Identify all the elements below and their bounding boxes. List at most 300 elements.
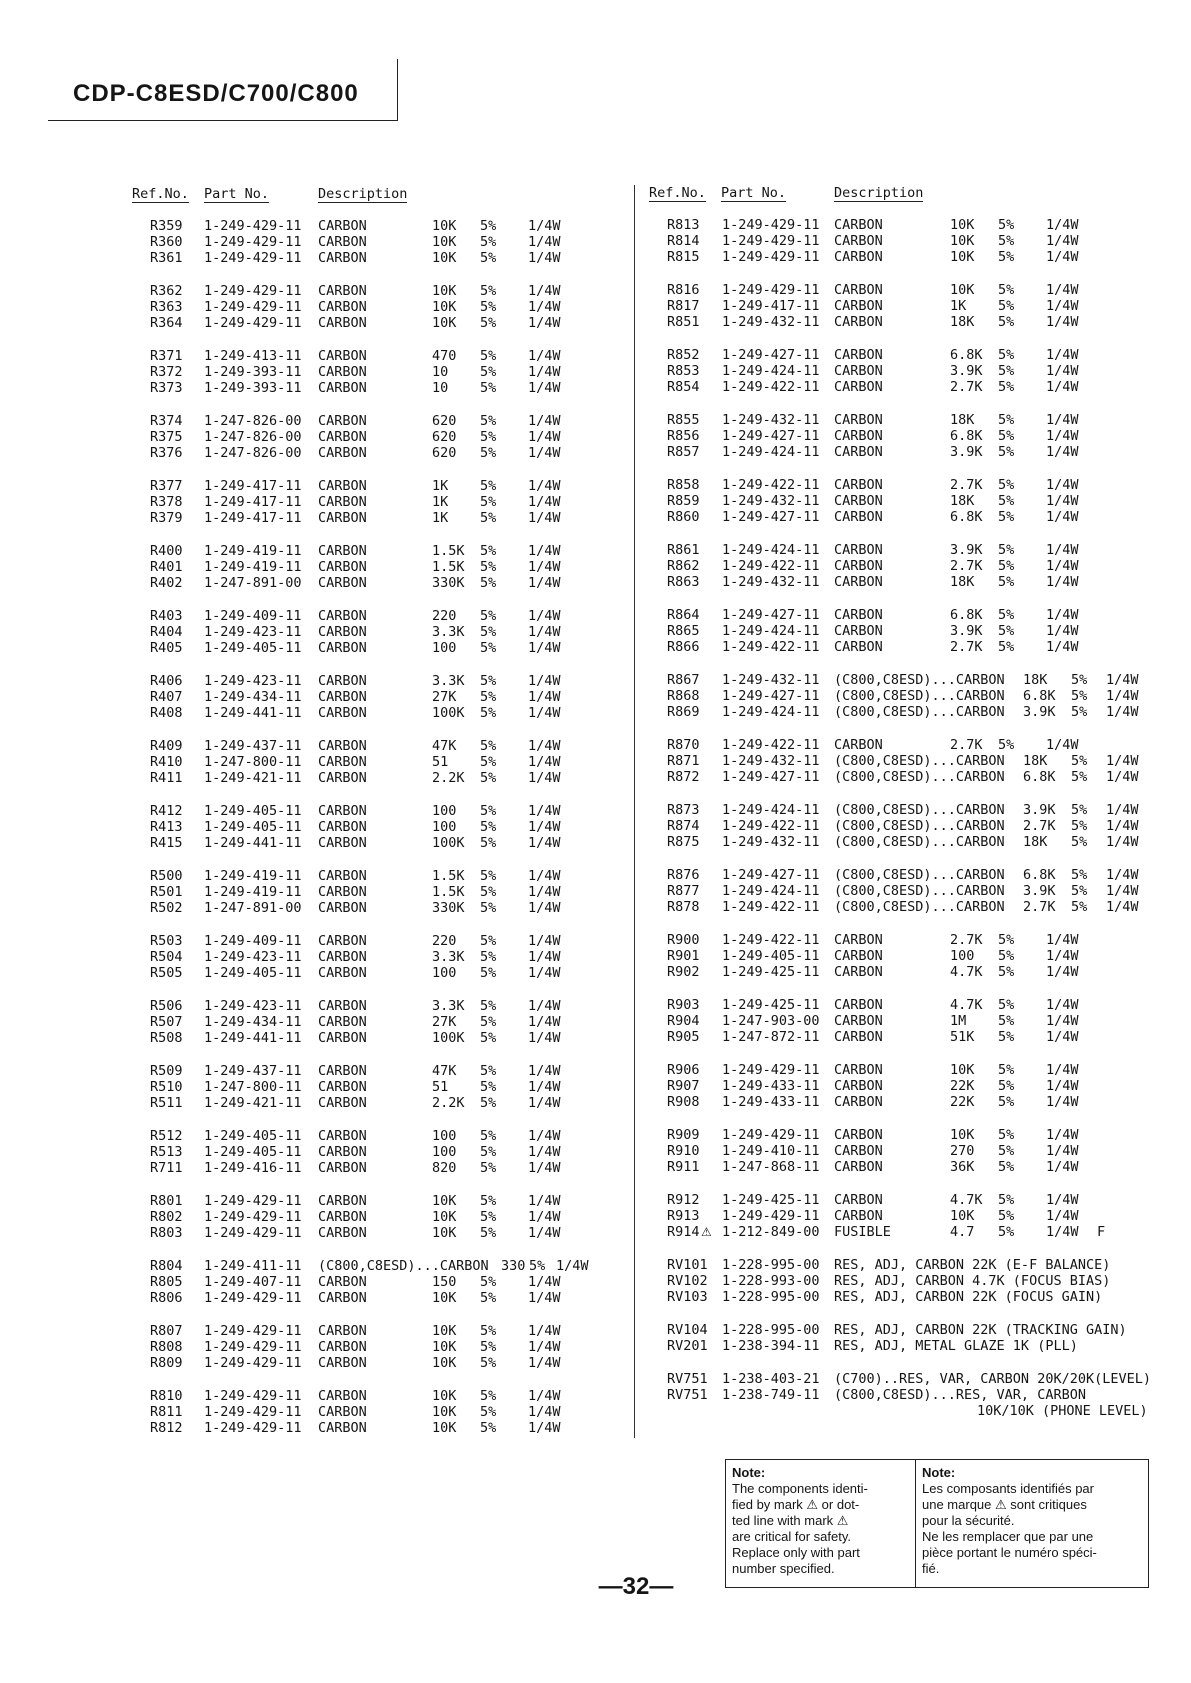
value: 10K bbox=[432, 1323, 457, 1339]
tolerance: 5% bbox=[480, 998, 497, 1014]
tolerance: 5% bbox=[998, 444, 1015, 460]
power-rating: 1/4W bbox=[1046, 558, 1079, 574]
note-line: Replace only with part bbox=[732, 1545, 860, 1560]
description: CARBON bbox=[834, 363, 883, 379]
row-group bbox=[667, 542, 1172, 590]
part-no: 1-249-410-11 bbox=[722, 1143, 820, 1159]
tolerance: 5% bbox=[480, 315, 497, 331]
tolerance: 5% bbox=[998, 249, 1015, 265]
tolerance: 5% bbox=[480, 380, 497, 396]
part-no: 1-249-405-11 bbox=[204, 819, 302, 835]
row-group bbox=[667, 997, 1172, 1045]
ref-no: R361 bbox=[150, 250, 183, 266]
value: 100 bbox=[432, 803, 457, 819]
part-no: 1-249-405-11 bbox=[204, 803, 302, 819]
ref-no: R409 bbox=[150, 738, 183, 754]
description: (C800,C8ESD)...CARBON bbox=[834, 704, 1005, 720]
power-rating: 1/4W bbox=[528, 543, 561, 559]
row-group bbox=[667, 347, 1172, 395]
part-no: 1-249-422-11 bbox=[722, 639, 820, 655]
ref-no: R413 bbox=[150, 819, 183, 835]
note-line: pour la sécurité. bbox=[922, 1513, 1015, 1528]
note-line: Les composants identifiés par bbox=[922, 1481, 1094, 1496]
row-group bbox=[150, 1063, 610, 1111]
table-row bbox=[150, 364, 610, 380]
row-group bbox=[150, 868, 610, 916]
table-row bbox=[667, 883, 1172, 899]
value: 330K bbox=[432, 900, 465, 916]
ref-no: R506 bbox=[150, 998, 183, 1014]
tolerance: 5% bbox=[1071, 899, 1088, 915]
ref-no: R401 bbox=[150, 559, 183, 575]
table-row bbox=[150, 250, 610, 266]
note-line: une marque ⚠ sont critiques bbox=[922, 1497, 1087, 1512]
tolerance: 5% bbox=[998, 412, 1015, 428]
table-row bbox=[150, 1095, 610, 1111]
tolerance: 5% bbox=[480, 640, 497, 656]
power-rating: 1/4W bbox=[528, 1225, 561, 1241]
description: (C800,C8ESD)...CARBON bbox=[834, 769, 1005, 785]
table-row bbox=[150, 1258, 610, 1274]
power-rating: 1/4W bbox=[528, 348, 561, 364]
description: CARBON bbox=[834, 233, 883, 249]
power-rating: 1/4W bbox=[528, 949, 561, 965]
table-row bbox=[667, 818, 1172, 834]
table-row bbox=[150, 234, 610, 250]
part-no: 1-249-433-11 bbox=[722, 1094, 820, 1110]
power-rating: 1/4W bbox=[528, 900, 561, 916]
value: 10K bbox=[950, 1127, 975, 1143]
table-row bbox=[667, 233, 1172, 249]
table-row bbox=[667, 1094, 1172, 1110]
ref-no: RV751 bbox=[667, 1371, 708, 1387]
tolerance: 5% bbox=[1071, 818, 1088, 834]
ref-no: R404 bbox=[150, 624, 183, 640]
row-group bbox=[667, 1371, 1172, 1419]
description: CARBON bbox=[834, 298, 883, 314]
description: CARBON bbox=[318, 380, 367, 396]
power-rating: 1/4W bbox=[528, 624, 561, 640]
power-rating: 1/4W bbox=[528, 738, 561, 754]
part-no: 1-247-891-00 bbox=[204, 575, 302, 591]
table-row bbox=[150, 1063, 610, 1079]
part-no: 1-249-417-11 bbox=[204, 510, 302, 526]
description-continued: 10K/10K (PHONE LEVEL) bbox=[977, 1403, 1148, 1419]
tolerance: 5% bbox=[480, 1388, 497, 1404]
description: (C800,C8ESD)...CARBON bbox=[834, 818, 1005, 834]
power-rating: 1/4W bbox=[1046, 1159, 1079, 1175]
part-no: 1-249-429-11 bbox=[204, 1225, 302, 1241]
description: CARBON bbox=[318, 900, 367, 916]
power-rating: 1/4W bbox=[1106, 867, 1139, 883]
part-no: 1-249-432-11 bbox=[722, 834, 820, 850]
description: CARBON bbox=[318, 413, 367, 429]
power-rating: 1/4W bbox=[1046, 444, 1079, 460]
power-rating: 1/4W bbox=[528, 315, 561, 331]
ref-no: R871 bbox=[667, 753, 700, 769]
tolerance: 5% bbox=[1071, 769, 1088, 785]
part-no: 1-249-429-11 bbox=[204, 315, 302, 331]
description: CARBON bbox=[318, 1193, 367, 1209]
tolerance: 5% bbox=[480, 900, 497, 916]
ref-no: R852 bbox=[667, 347, 700, 363]
table-row bbox=[667, 1338, 1172, 1354]
table-row bbox=[150, 380, 610, 396]
value: 4.7 bbox=[950, 1224, 975, 1240]
value: 10K bbox=[432, 218, 457, 234]
table-row bbox=[667, 1159, 1172, 1175]
description: CARBON bbox=[318, 1339, 367, 1355]
power-rating: 1/4W bbox=[528, 1063, 561, 1079]
description: CARBON bbox=[834, 477, 883, 493]
table-row bbox=[667, 1143, 1172, 1159]
table-row bbox=[667, 1062, 1172, 1078]
note-line: fié. bbox=[922, 1561, 940, 1576]
ref-no: R878 bbox=[667, 899, 700, 915]
ref-no: RV102 bbox=[667, 1273, 708, 1289]
tolerance: 5% bbox=[998, 1192, 1015, 1208]
table-row bbox=[150, 1420, 610, 1436]
ref-no: R711 bbox=[150, 1160, 183, 1176]
part-no: 1-249-422-11 bbox=[722, 379, 820, 395]
part-no: 1-249-427-11 bbox=[722, 347, 820, 363]
ref-no: R901 bbox=[667, 948, 700, 964]
table-row bbox=[667, 379, 1172, 395]
description: CARBON bbox=[318, 1225, 367, 1241]
value: 1.5K bbox=[432, 884, 465, 900]
part-no: 1-247-826-00 bbox=[204, 429, 302, 445]
tolerance: 5% bbox=[529, 1258, 546, 1274]
tolerance: 5% bbox=[998, 1029, 1015, 1045]
table-row bbox=[667, 428, 1172, 444]
description: CARBON bbox=[318, 998, 367, 1014]
part-no: 1-249-433-11 bbox=[722, 1078, 820, 1094]
table-row bbox=[667, 867, 1172, 883]
ref-no: R500 bbox=[150, 868, 183, 884]
tolerance: 5% bbox=[1071, 883, 1088, 899]
value: 10K bbox=[432, 283, 457, 299]
ref-no: R809 bbox=[150, 1355, 183, 1371]
table-row bbox=[150, 1193, 610, 1209]
ref-no: R406 bbox=[150, 673, 183, 689]
value: 3.9K bbox=[1023, 704, 1056, 720]
value: 51K bbox=[950, 1029, 975, 1045]
ref-no: R364 bbox=[150, 315, 183, 331]
row-group bbox=[667, 1322, 1172, 1354]
remark: F bbox=[1097, 1224, 1106, 1240]
value: 3.9K bbox=[1023, 883, 1056, 899]
value: 100 bbox=[432, 965, 457, 981]
ref-no: R908 bbox=[667, 1094, 700, 1110]
value: 10K bbox=[950, 233, 975, 249]
power-rating: 1/4W bbox=[528, 1274, 561, 1290]
ref-no: RV103 bbox=[667, 1289, 708, 1305]
tolerance: 5% bbox=[1071, 802, 1088, 818]
description: CARBON bbox=[834, 542, 883, 558]
row-group bbox=[150, 348, 610, 396]
power-rating: 1/4W bbox=[1046, 623, 1079, 639]
tolerance: 5% bbox=[480, 299, 497, 315]
table-row bbox=[667, 737, 1172, 753]
value: 100 bbox=[432, 819, 457, 835]
table-row bbox=[667, 314, 1172, 330]
table-row bbox=[150, 884, 610, 900]
power-rating: 1/4W bbox=[528, 413, 561, 429]
description: CARBON bbox=[318, 1420, 367, 1436]
value: 2.7K bbox=[1023, 899, 1056, 915]
table-row bbox=[667, 444, 1172, 460]
part-no: 1-249-407-11 bbox=[204, 1274, 302, 1290]
part-no: 1-249-419-11 bbox=[204, 884, 302, 900]
power-rating: 1/4W bbox=[1046, 298, 1079, 314]
part-no: 1-249-427-11 bbox=[722, 509, 820, 525]
table-row bbox=[150, 900, 610, 916]
value: 47K bbox=[432, 738, 457, 754]
part-no: 1-249-409-11 bbox=[204, 608, 302, 624]
ref-no: R806 bbox=[150, 1290, 183, 1306]
description: CARBON bbox=[318, 868, 367, 884]
note-line: ted line with mark ⚠ bbox=[732, 1513, 849, 1528]
value: 1K bbox=[950, 298, 967, 314]
part-no: 1-249-437-11 bbox=[204, 738, 302, 754]
description: CARBON bbox=[318, 510, 367, 526]
ref-no: RV104 bbox=[667, 1322, 708, 1338]
ref-no: R874 bbox=[667, 818, 700, 834]
description: CARBON bbox=[318, 933, 367, 949]
tolerance: 5% bbox=[480, 1014, 497, 1030]
description: RES, ADJ, CARBON 22K (FOCUS GAIN) bbox=[834, 1289, 1103, 1305]
row-group bbox=[150, 1128, 610, 1176]
ref-no: R904 bbox=[667, 1013, 700, 1029]
table-row bbox=[150, 283, 610, 299]
column-header-description: Description bbox=[834, 185, 924, 201]
value: 470 bbox=[432, 348, 457, 364]
part-no: 1-249-405-11 bbox=[204, 1144, 302, 1160]
power-rating: 1/4W bbox=[1046, 574, 1079, 590]
part-no: 1-249-417-11 bbox=[204, 494, 302, 510]
ref-no: R858 bbox=[667, 477, 700, 493]
row-group bbox=[667, 1192, 1172, 1240]
part-no: 1-228-993-00 bbox=[722, 1273, 820, 1289]
value: 27K bbox=[432, 1014, 457, 1030]
description: CARBON bbox=[318, 429, 367, 445]
tolerance: 5% bbox=[998, 1062, 1015, 1078]
value: 3.9K bbox=[950, 542, 983, 558]
power-rating: 1/4W bbox=[528, 1290, 561, 1306]
ref-no: R805 bbox=[150, 1274, 183, 1290]
tolerance: 5% bbox=[480, 754, 497, 770]
power-rating: 1/4W bbox=[1106, 769, 1139, 785]
ref-no: R912 bbox=[667, 1192, 700, 1208]
description: RES, ADJ, CARBON 4.7K (FOCUS BIAS) bbox=[834, 1273, 1111, 1289]
description: CARBON bbox=[834, 509, 883, 525]
row-group bbox=[150, 803, 610, 851]
description: CARBON bbox=[834, 1208, 883, 1224]
column-header-ref-no: Ref.No. bbox=[649, 185, 706, 201]
row-group bbox=[667, 607, 1172, 655]
value: 6.8K bbox=[950, 428, 983, 444]
value: 10K bbox=[432, 1404, 457, 1420]
value: 2.7K bbox=[950, 558, 983, 574]
power-rating: 1/4W bbox=[1046, 363, 1079, 379]
ref-no: R405 bbox=[150, 640, 183, 656]
ref-no: R875 bbox=[667, 834, 700, 850]
table-row bbox=[150, 1274, 610, 1290]
value: 1K bbox=[432, 478, 449, 494]
ref-no: R801 bbox=[150, 1193, 183, 1209]
description: CARBON bbox=[834, 1013, 883, 1029]
power-rating: 1/4W bbox=[528, 283, 561, 299]
tolerance: 5% bbox=[998, 363, 1015, 379]
table-row bbox=[667, 347, 1172, 363]
part-no: 1-249-405-11 bbox=[204, 640, 302, 656]
part-no: 1-249-432-11 bbox=[722, 753, 820, 769]
value: 3.3K bbox=[432, 949, 465, 965]
ref-no: R911 bbox=[667, 1159, 700, 1175]
table-row bbox=[150, 640, 610, 656]
ref-no: R851 bbox=[667, 314, 700, 330]
table-row bbox=[667, 477, 1172, 493]
description: CARBON bbox=[318, 218, 367, 234]
description: (C800,C8ESD)...CARBON bbox=[834, 883, 1005, 899]
ref-no: R900 bbox=[667, 932, 700, 948]
part-no: 1-249-429-11 bbox=[722, 1127, 820, 1143]
value: 2.7K bbox=[1023, 818, 1056, 834]
value: 10K bbox=[432, 315, 457, 331]
value: 6.8K bbox=[1023, 688, 1056, 704]
ref-no: R914 bbox=[667, 1224, 700, 1240]
part-no: 1-249-409-11 bbox=[204, 933, 302, 949]
part-no: 1-249-425-11 bbox=[722, 1192, 820, 1208]
ref-no: R507 bbox=[150, 1014, 183, 1030]
description: CARBON bbox=[318, 1014, 367, 1030]
description: CARBON bbox=[834, 1127, 883, 1143]
part-no: 1-249-429-11 bbox=[722, 217, 820, 233]
value: 51 bbox=[432, 1079, 449, 1095]
value: 100 bbox=[432, 1128, 457, 1144]
ref-no: R403 bbox=[150, 608, 183, 624]
tolerance: 5% bbox=[480, 705, 497, 721]
value: 10K bbox=[950, 1208, 975, 1224]
power-rating: 1/4W bbox=[528, 575, 561, 591]
column-divider bbox=[634, 185, 635, 1438]
power-rating: 1/4W bbox=[1046, 932, 1079, 948]
tolerance: 5% bbox=[480, 1209, 497, 1225]
table-row bbox=[667, 363, 1172, 379]
power-rating: 1/4W bbox=[1046, 1143, 1079, 1159]
part-no: 1-249-419-11 bbox=[204, 559, 302, 575]
value: 10K bbox=[950, 217, 975, 233]
ref-no: R814 bbox=[667, 233, 700, 249]
power-rating: 1/4W bbox=[1046, 428, 1079, 444]
column-header-part-no: Part No. bbox=[721, 185, 787, 201]
part-no: 1-249-429-11 bbox=[204, 1323, 302, 1339]
tolerance: 5% bbox=[998, 314, 1015, 330]
model-title: CDP-C8ESD/C700/C800 bbox=[73, 80, 359, 107]
value: 1.5K bbox=[432, 543, 465, 559]
power-rating: 1/4W bbox=[528, 380, 561, 396]
power-rating: 1/4W bbox=[1046, 412, 1079, 428]
column-header-part-no: Part No. bbox=[204, 186, 270, 202]
part-no: 1-249-429-11 bbox=[204, 1209, 302, 1225]
tolerance: 5% bbox=[998, 1127, 1015, 1143]
table-row bbox=[150, 835, 610, 851]
ref-no: R810 bbox=[150, 1388, 183, 1404]
table-row bbox=[150, 998, 610, 1014]
table-row bbox=[150, 1404, 610, 1420]
power-rating: 1/4W bbox=[528, 1160, 561, 1176]
power-rating: 1/4W bbox=[528, 1323, 561, 1339]
value: 18K bbox=[1023, 672, 1048, 688]
description: RES, ADJ, METAL GLAZE 1K (PLL) bbox=[834, 1338, 1078, 1354]
power-rating: 1/4W bbox=[528, 1355, 561, 1371]
part-no: 1-249-422-11 bbox=[722, 737, 820, 753]
value: 18K bbox=[950, 314, 975, 330]
tolerance: 5% bbox=[998, 379, 1015, 395]
description: CARBON bbox=[318, 673, 367, 689]
description: CARBON bbox=[834, 1192, 883, 1208]
description: CARBON bbox=[834, 964, 883, 980]
power-rating: 1/4W bbox=[528, 1030, 561, 1046]
ref-no: R860 bbox=[667, 509, 700, 525]
power-rating: 1/4W bbox=[1046, 639, 1079, 655]
value: 100 bbox=[950, 948, 975, 964]
ref-no: R857 bbox=[667, 444, 700, 460]
row-group bbox=[150, 1193, 610, 1241]
part-no: 1-249-425-11 bbox=[722, 997, 820, 1013]
part-no: 1-249-424-11 bbox=[722, 802, 820, 818]
power-rating: 1/4W bbox=[528, 429, 561, 445]
description: CARBON bbox=[834, 948, 883, 964]
tolerance: 5% bbox=[480, 559, 497, 575]
power-rating: 1/4W bbox=[528, 705, 561, 721]
power-rating: 1/4W bbox=[1046, 217, 1079, 233]
ref-no: R859 bbox=[667, 493, 700, 509]
table-row bbox=[150, 1388, 610, 1404]
ref-no: R513 bbox=[150, 1144, 183, 1160]
value: 18K bbox=[1023, 834, 1048, 850]
table-row bbox=[667, 1078, 1172, 1094]
tolerance: 5% bbox=[998, 1013, 1015, 1029]
table-row bbox=[150, 949, 610, 965]
ref-no: RV201 bbox=[667, 1338, 708, 1354]
table-row bbox=[667, 509, 1172, 525]
part-no: 1-249-429-11 bbox=[204, 1290, 302, 1306]
part-no: 1-238-403-21 bbox=[722, 1371, 820, 1387]
ref-no: R512 bbox=[150, 1128, 183, 1144]
value: 18K bbox=[950, 574, 975, 590]
note-title: Note: bbox=[732, 1465, 766, 1480]
row-group bbox=[150, 673, 610, 721]
power-rating: 1/4W bbox=[1106, 899, 1139, 915]
header-rule bbox=[48, 120, 398, 121]
table-row bbox=[667, 542, 1172, 558]
power-rating: 1/4W bbox=[528, 559, 561, 575]
part-no: 1-249-432-11 bbox=[722, 493, 820, 509]
ref-no: R374 bbox=[150, 413, 183, 429]
power-rating: 1/4W bbox=[1046, 233, 1079, 249]
ref-no: R876 bbox=[667, 867, 700, 883]
power-rating: 1/4W bbox=[528, 640, 561, 656]
value: 1.5K bbox=[432, 559, 465, 575]
tolerance: 5% bbox=[998, 1078, 1015, 1094]
value: 270 bbox=[950, 1143, 975, 1159]
tolerance: 5% bbox=[998, 639, 1015, 655]
description: (C800,C8ESD)...CARBON bbox=[834, 688, 1005, 704]
description: CARBON bbox=[318, 494, 367, 510]
power-rating: 1/4W bbox=[528, 884, 561, 900]
description: CARBON bbox=[318, 803, 367, 819]
